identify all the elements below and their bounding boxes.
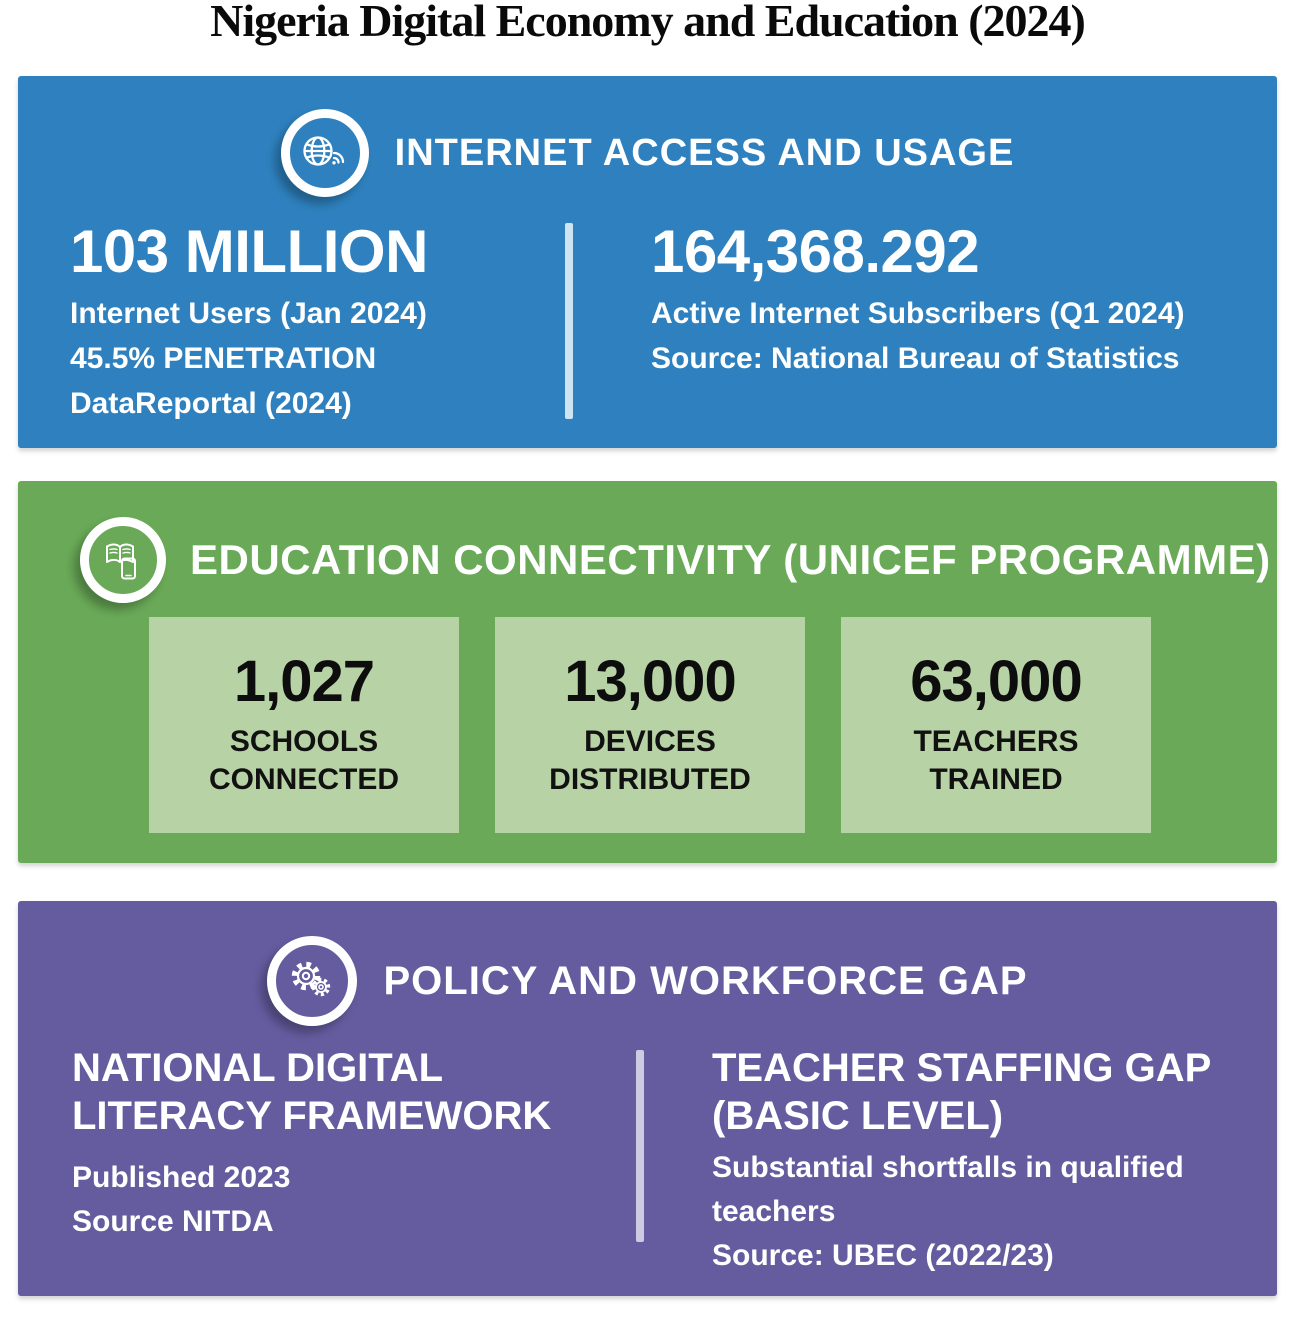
globe-wifi-icon [281,109,369,197]
teachers-trained-box [841,617,1151,833]
devices-distributed-box [495,617,805,833]
education-stat-boxes [149,617,1277,833]
teachers-trained-value: 63,000 [910,649,1082,714]
internet-section-header [18,76,1277,197]
internet-section-title: INTERNET ACCESS AND USAGE [394,131,1015,174]
section-education-connectivity [18,481,1277,863]
staffing-source: Source: UBEC (2022/23) [712,1239,1054,1272]
devices-label-line2: DISTRIBUTED [549,763,751,796]
teachers-label-line1: TEACHERS [913,725,1079,758]
literacy-framework-block [18,1044,636,1278]
subscribers-caption: Active Internet Subscribers (Q1 2024) [651,297,1185,330]
internet-users-value: 103 MILLION [70,218,428,285]
schools-connected-box [149,617,459,833]
policy-section-header [18,901,1277,1026]
staffing-gap-block [644,1044,1277,1278]
blue-vertical-divider [565,223,573,419]
internet-stats [18,217,1277,426]
devices-distributed-value: 13,000 [564,649,736,714]
education-section-title: EDUCATION CONNECTIVITY (UNICEF PROGRAMME) [190,536,1271,583]
internet-users-stat [18,217,565,426]
section-policy-workforce [18,901,1277,1296]
subscribers-source: Source: National Bureau of Statistics [651,342,1180,375]
staffing-heading-line2: (BASIC LEVEL) [712,1094,1004,1138]
subscribers-stat [573,217,1277,426]
page-title: Nigeria Digital Economy and Education (2024) [210,0,1085,46]
framework-source: Source NITDA [72,1205,274,1238]
staffing-heading-line1: TEACHER STAFFING GAP [712,1046,1212,1090]
schools-label-line2: CONNECTED [208,763,399,796]
section-internet-access [18,76,1277,448]
devices-label-line1: DEVICES [584,725,716,758]
policy-section-title: POLICY AND WORKFORCE GAP [383,958,1028,1003]
framework-heading-line2: LITERACY FRAMEWORK [72,1094,552,1138]
teachers-label-line2: TRAINED [929,763,1063,796]
purple-vertical-divider [636,1050,644,1242]
internet-users-caption: Internet Users (Jan 2024) [70,297,427,330]
schools-connected-value: 1,027 [233,649,375,714]
policy-columns [18,1044,1277,1278]
staffing-description: Substantial shortfalls in qualified teachers [712,1151,1184,1228]
framework-published: Published 2023 [72,1161,291,1194]
book-phone-icon [80,517,166,603]
schools-label-line1: SCHOOLS [229,725,379,758]
education-section-header [18,481,1277,603]
internet-users-source: DataReportal (2024) [70,387,352,420]
gears-icon [267,936,357,1026]
subscribers-value: 164,368.292 [651,218,980,285]
penetration-rate: 45.5% PENETRATION [70,342,377,375]
framework-heading-line1: NATIONAL DIGITAL [72,1046,444,1090]
